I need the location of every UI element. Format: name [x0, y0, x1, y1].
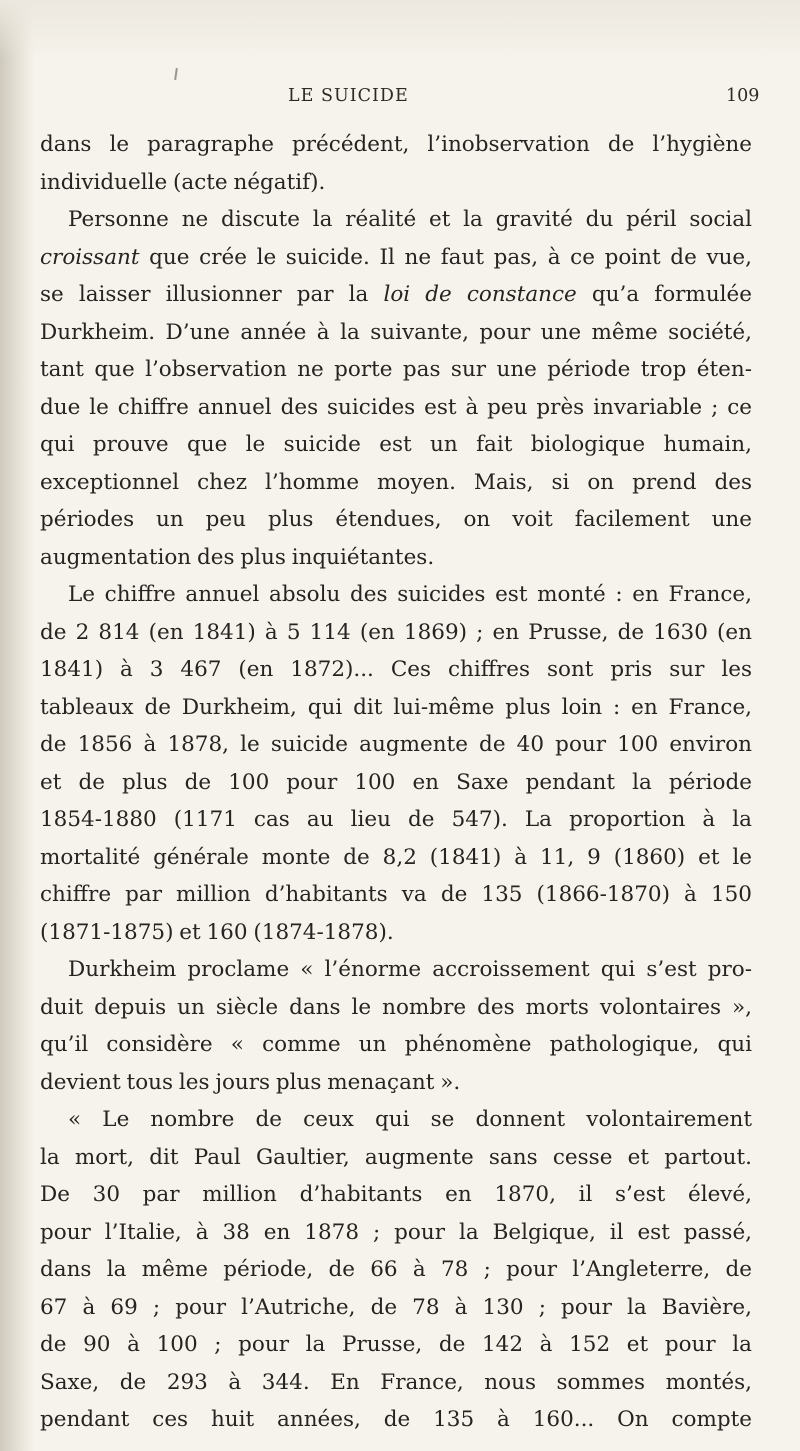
- text-line: pour l’Italie, à 38 en 1878 ; pour la Belgique, il est passé,: [40, 1219, 752, 1245]
- text-line: chiffre par million d’habitants va de 135 (1866-1870) à 150: [40, 882, 752, 907]
- ink-mark: [174, 68, 178, 80]
- text-line: mortalité générale monte de 8,2 (1841) à 11, 9 (1860) et le: [40, 844, 752, 870]
- text-line: Durkheim. D’une année à la suivante, pour une même société,: [40, 319, 752, 345]
- text-line: individuelle (acte négatif).: [40, 169, 326, 195]
- text-line: qui prouve que le suicide est un fait biologique humain,: [40, 432, 752, 457]
- italic-term: loi de constance: [383, 282, 577, 307]
- text-line: 67 à 69 ; pour l’Autriche, de 78 à 130 ; pour la Bavière,: [40, 1294, 752, 1320]
- page-edge-tint: [0, 0, 800, 60]
- text-line: tableaux de Durkheim, qui dit lui-même plus loin : en France,: [40, 694, 752, 720]
- text-line: 1854-1880 (1171 cas au lieu de 547). La proportion à la: [40, 807, 752, 832]
- text-line: Saxe, de 293 à 344. En France, nous sommes montés,: [40, 1369, 752, 1395]
- italic-term: croissant: [40, 244, 140, 270]
- text-line: périodes un peu plus étendues, on voit facilement une: [40, 507, 752, 532]
- text-line: de 2 814 (en 1841) à 5 114 (en 1869) ; en Prusse, de 1630 (en: [40, 619, 752, 645]
- text-line: de 1856 à 1878, le suicide augmente de 40 pour 100 environ: [40, 732, 752, 757]
- text-line: (1871-1875) et 160 (1874-1878).: [40, 919, 394, 945]
- text-line: De 30 par million d’habitants en 1870, il s’est élevé,: [40, 1182, 752, 1207]
- text-line: dans le paragraphe précédent, l’inobservation de l’hygiène: [40, 132, 752, 157]
- text-line: augmentation des plus inquiétantes.: [40, 544, 435, 570]
- text-line: se laisser illusionner par la loi de constance qu’a formulée: [40, 282, 752, 307]
- paragraph-start-line: Durkheim proclame « l’énorme accroissement qui s’est pro-: [68, 957, 752, 982]
- text-line: la mort, dit Paul Gaultier, augmente sans cesse et partout.: [40, 1144, 752, 1170]
- text-line: exceptionnel chez l’homme moyen. Mais, si on prend des: [40, 469, 752, 495]
- body-text: [40, 126, 752, 1439]
- text-line: qu’il considère « comme un phénomène pathologique, qui: [40, 1032, 752, 1057]
- text-line: et de plus de 100 pour 100 en Saxe pendant la période: [40, 769, 752, 795]
- text-line: croissant que crée le suicide. Il ne faut pas, à ce point de vue,: [40, 244, 752, 270]
- text-line: due le chiffre annuel des suicides est à peu près invariable ; ce: [40, 394, 752, 420]
- text-line: dans la même période, de 66 à 78 ; pour l’Angleterre, de: [40, 1257, 752, 1282]
- text-line: duit depuis un siècle dans le nombre des morts volontaires »,: [40, 994, 752, 1020]
- paragraph-start-line: Le chiffre annuel absolu des suicides est monté : en France,: [68, 582, 752, 607]
- text-line: de 90 à 100 ; pour la Prusse, de 142 à 152 et pour la: [40, 1332, 752, 1357]
- text-line: devient tous les jours plus menaçant ».: [40, 1069, 461, 1095]
- page-number: 109: [726, 86, 760, 106]
- page-header: [0, 86, 800, 116]
- text-line: pendant ces huit années, de 135 à 160... On compte: [40, 1407, 752, 1432]
- text-line: 1841) à 3 467 (en 1872)... Ces chiffres sont pris sur les: [40, 657, 752, 682]
- paragraph-start-line: Personne ne discute la réalité et la gravité du péril social: [68, 207, 752, 232]
- binding-shadow: [0, 0, 34, 1451]
- running-title: LE SUICIDE: [288, 86, 409, 106]
- text-line: tant que l’observation ne porte pas sur une période trop éten-: [40, 357, 752, 382]
- paragraph-start-line: « Le nombre de ceux qui se donnent volontairement: [68, 1107, 752, 1132]
